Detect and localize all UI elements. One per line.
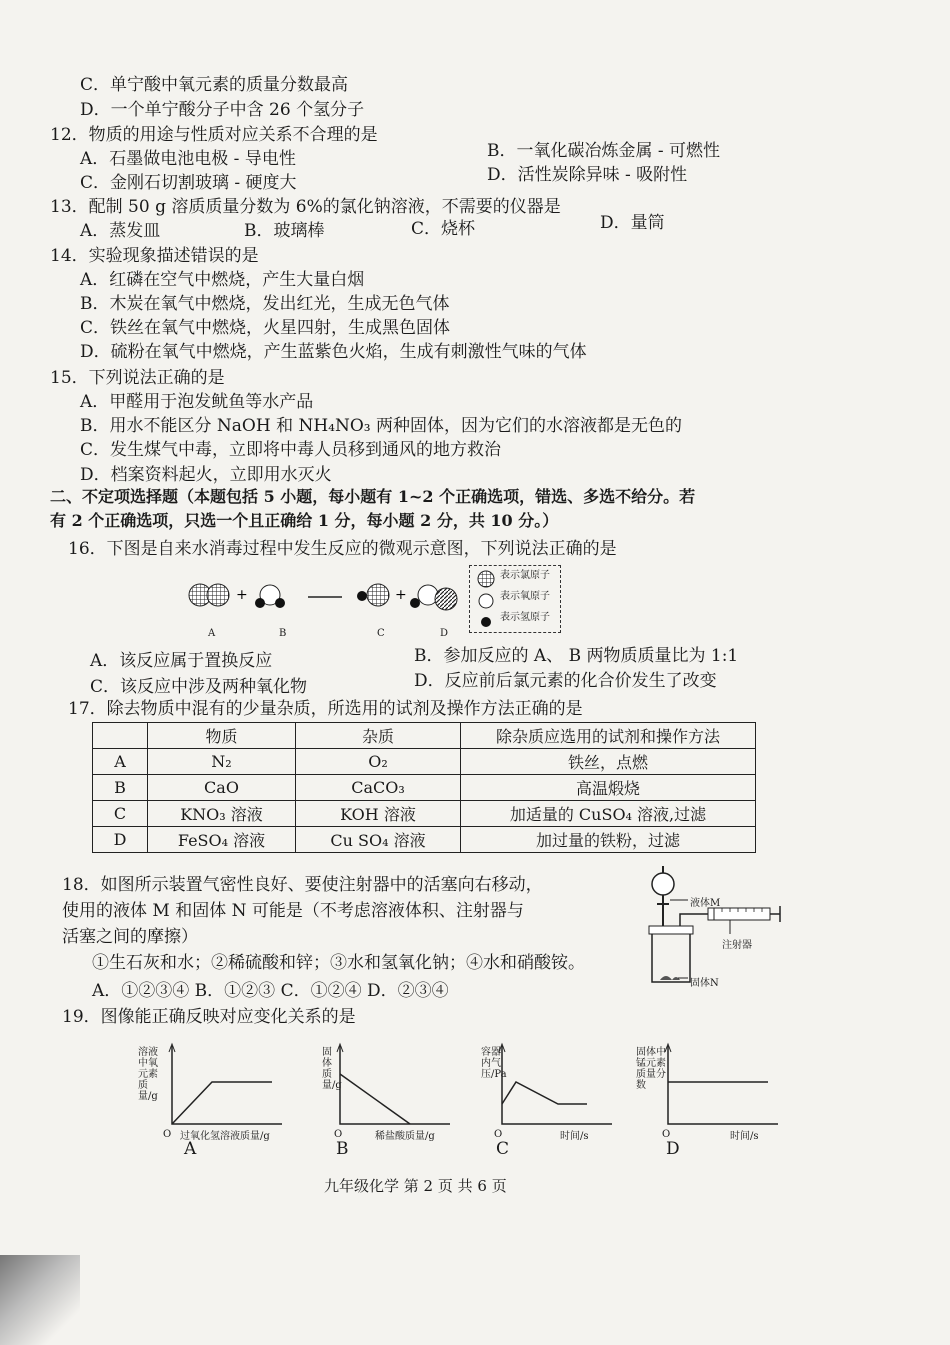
q18-line1: 18．如图所示装置气密性良好、要使注射器中的活塞向右移动， [62, 875, 543, 895]
table-header-cell: 杂质 [296, 723, 461, 749]
q15-option-d: D．档案资料起火，立即用水灭火 [80, 465, 332, 485]
table-cell: A [93, 749, 148, 775]
q15-option-c: C．发生煤气中毒，立即将中毒人员移到通风的地方救治 [80, 440, 502, 460]
graph-c-origin: O [494, 1129, 503, 1140]
q16-label-b: B [279, 628, 287, 639]
scan-shadow [0, 1255, 80, 1345]
molecule-c [357, 584, 389, 606]
graph-curve [340, 1074, 410, 1124]
graph-b-letter: B [336, 1139, 349, 1159]
table-header-row [93, 723, 756, 749]
table-cell: B [93, 775, 148, 801]
q11-option-c: C．单宁酸中氧元素的质量分数最高 [80, 75, 349, 95]
q15-option-b: B．用水不能区分 NaOH 和 NH₄NO₃ 两种固体，因为它们的水溶液都是无色的 [80, 416, 683, 436]
graph-d [665, 1044, 778, 1124]
q16-reaction-diagram [180, 575, 470, 625]
q14-stem: 14．实验现象描述错误的是 [50, 246, 259, 266]
q14-option-b: B．木炭在氧气中燃烧，发出红光，生成无色气体 [80, 294, 450, 314]
table-row [93, 775, 756, 801]
q12-stem: 12．物质的用途与性质对应关系不合理的是 [50, 125, 378, 145]
table-row [93, 749, 756, 775]
q18-line4: ①生石灰和水；②稀硫酸和锌；③水和氢氧化钠；④水和硝酸铵。 [92, 953, 585, 973]
q18-solid-label: 固体N [690, 978, 719, 989]
q13-option-c: C．烧杯 [411, 219, 476, 239]
graph-a [169, 1044, 282, 1124]
q19-stem: 19．图像能正确反映对应变化关系的是 [62, 1007, 356, 1027]
table-row [93, 827, 756, 853]
table-cell: D [93, 827, 148, 853]
graph-a-xlabel: 过氧化氢溶液质量/g [180, 1131, 270, 1142]
table-cell: C [93, 801, 148, 827]
table-cell: CaCO₃ [296, 775, 461, 801]
q16-option-d: D．反应前后氯元素的化合价发生了改变 [414, 671, 717, 691]
graph-axes [172, 1046, 282, 1124]
table-cell: 加适量的 CuSO₄ 溶液,过滤 [461, 801, 756, 827]
q16-stem: 16．下图是自来水消毒过程中发生反应的微观示意图，下列说法正确的是 [68, 539, 617, 559]
table-header-cell: 物质 [148, 723, 296, 749]
q13-option-a: A．蒸发皿 [80, 221, 161, 241]
table-cell: 铁丝，点燃 [461, 749, 756, 775]
graph-d-xlabel: 时间/s [730, 1131, 759, 1142]
graph-c-letter: C [496, 1139, 510, 1159]
graph-d-origin: O [662, 1129, 671, 1140]
graph-c-ylabel: 容器内气压/Pa [481, 1047, 507, 1080]
graph-d-ylabel: 固体中锰元素质量分数 [636, 1047, 666, 1091]
q17-table [92, 722, 756, 853]
graph-c-xlabel: 时间/s [560, 1131, 589, 1142]
q12-option-a: A．石墨做电池电极 - 导电性 [80, 149, 296, 169]
table-cell: N₂ [148, 749, 296, 775]
q13-option-b: B．玻璃棒 [244, 221, 325, 241]
svg-text:+: + [236, 587, 248, 603]
table-header-cell: 除杂质应选用的试剂和操作方法 [461, 723, 756, 749]
q18-line3: 活塞之间的摩擦） [62, 927, 198, 947]
section2-heading-line2: 有 2 个正确选项，只选一个且正确给 1 分，每小题 2 分，共 10 分。） [50, 511, 559, 530]
molecule-b [255, 585, 285, 608]
q12-option-c: C．金刚石切割玻璃 - 硬度大 [80, 173, 297, 193]
svg-text:+: + [395, 587, 407, 603]
q16-option-a: A．该反应属于置换反应 [90, 651, 273, 671]
table-cell: Cu SO₄ 溶液 [296, 827, 461, 853]
q16-label-c: C [377, 628, 385, 639]
table-cell: O₂ [296, 749, 461, 775]
q14-option-d: D．硫粉在氧气中燃烧，产生蓝紫色火焰，生成有刺激性气味的气体 [80, 342, 587, 362]
table-cell: 高温煅烧 [461, 775, 756, 801]
page-footer: 九年级化学 第 2 页 共 6 页 [324, 1177, 507, 1195]
q13-stem: 13．配制 50 g 溶质质量分数为 6%的氯化钠溶液，不需要的仪器是 [50, 197, 561, 217]
graph-b-ylabel: 固体质量/g [322, 1047, 342, 1091]
q18-line2: 使用的液体 M 和固体 N 可能是（不考虑溶液体积、注射器与 [62, 901, 524, 921]
graph-axes [668, 1046, 778, 1124]
table-cell: KOH 溶液 [296, 801, 461, 827]
graph-a-ylabel: 溶液中氧元素质量/g [138, 1047, 158, 1102]
q17-stem: 17．除去物质中混有的少量杂质，所选用的试剂及操作方法正确的是 [68, 699, 583, 719]
table-cell: 加过量的铁粉，过滤 [461, 827, 756, 853]
graph-b-origin: O [334, 1129, 343, 1140]
legend-cl: 表示氯原子 [500, 570, 550, 581]
graph-b-xlabel: 稀盐酸质量/g [375, 1131, 435, 1142]
q18-syringe-label: 注射器 [722, 940, 752, 951]
graph-a-origin: O [163, 1129, 172, 1140]
q12-option-b: B．一氧化碳冶炼金属 - 可燃性 [487, 141, 721, 161]
q16-label-d: D [440, 628, 449, 639]
q16-option-b: B．参加反应的 A、 B 两物质质量比为 1:1 [414, 646, 739, 666]
q15-stem: 15．下列说法正确的是 [50, 368, 225, 388]
legend-h: 表示氢原子 [500, 612, 550, 623]
table-header-cell [93, 723, 148, 749]
table-cell: FeSO₄ 溶液 [148, 827, 296, 853]
q18-liquid-label: 液体M [690, 898, 721, 909]
q16-legend [469, 565, 561, 633]
table-row [93, 801, 756, 827]
q13-option-d: D．量筒 [600, 213, 665, 233]
q16-option-c: C．该反应中涉及两种氧化物 [90, 677, 308, 697]
graph-a-letter: A [184, 1139, 197, 1159]
section2-heading-line1: 二、不定项选择题（本题包括 5 小题，每小题有 1~2 个正确选项，错选、多选不给分。若 [50, 487, 696, 506]
graph-axes [502, 1046, 612, 1124]
q12-option-d: D．活性炭除异味 - 吸附性 [487, 165, 688, 185]
legend-o: 表示氧原子 [500, 591, 550, 602]
graph-b [337, 1044, 450, 1124]
q14-option-c: C．铁丝在氧气中燃烧，火星四射，生成黑色固体 [80, 318, 451, 338]
q15-option-a: A．甲醛用于泡发鱿鱼等水产品 [80, 392, 314, 412]
q18-options: A．①②③④ B．①②③ C．①②④ D．②③④ [92, 981, 449, 1001]
q16-label-a: A [208, 628, 216, 639]
graph-d-letter: D [666, 1139, 680, 1159]
graph-curve [502, 1082, 587, 1104]
graph-c [499, 1044, 612, 1124]
q11-option-d: D．一个单宁酸分子中含 26 个氢分子 [80, 100, 365, 120]
molecule-d [410, 585, 457, 610]
q14-option-a: A．红磷在空气中燃烧，产生大量白烟 [80, 270, 365, 290]
graph-curve [172, 1082, 272, 1124]
table-cell: KNO₃ 溶液 [148, 801, 296, 827]
table-cell: CaO [148, 775, 296, 801]
molecule-a [189, 584, 229, 606]
